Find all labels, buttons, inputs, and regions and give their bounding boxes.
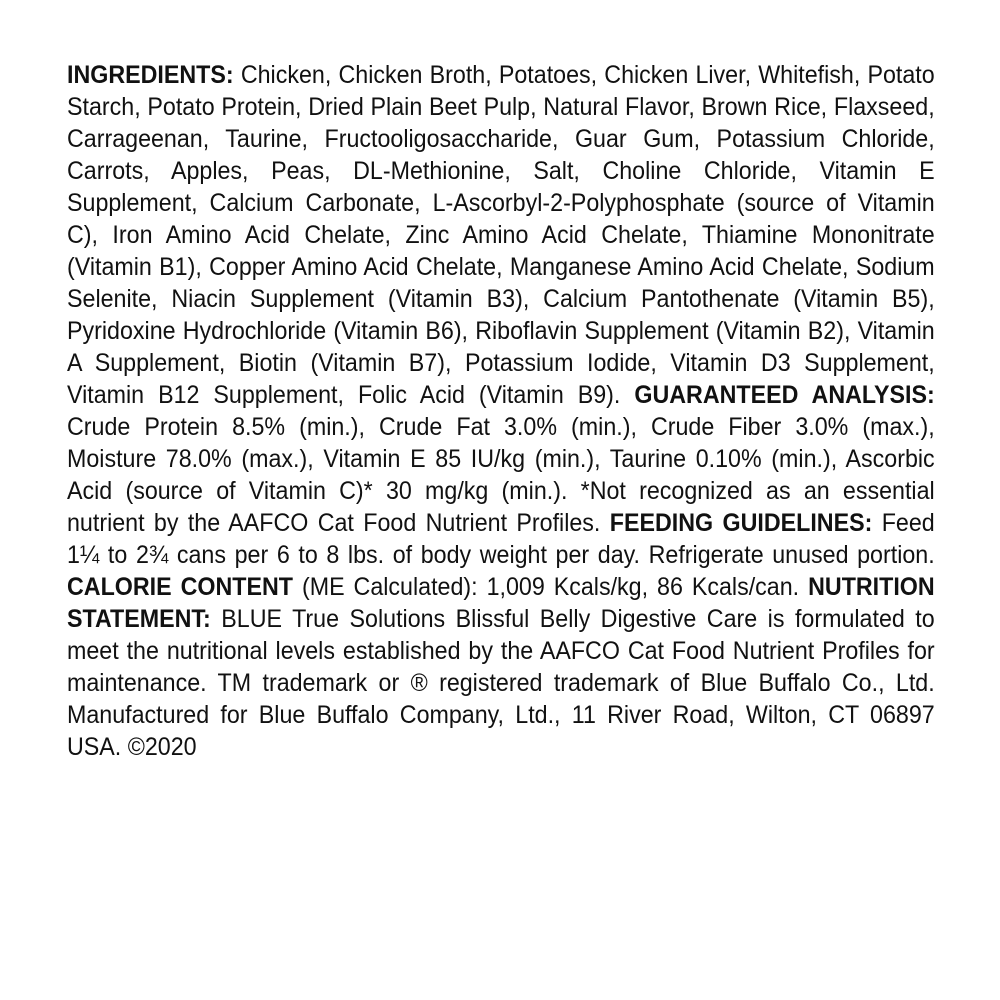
guaranteed-analysis-heading: GUARANTEED ANALYSIS:	[634, 381, 935, 409]
product-label-text	[67, 59, 935, 763]
nutrition-statement-text: BLUE True Solutions Blissful Belly Digestive Care is formulated to meet the nutritional levels established by the AAFCO Cat Food Nutrient Profiles for maintenance. TM trademark or ® registered trademark of Blue Buffalo Co., Ltd. Manufactured for Blue Buffalo Company, Ltd., 11 River Road, Wilton, CT 06897 USA. ©2020	[67, 605, 935, 761]
feeding-guidelines-text: Feed 1¼ to 2¾ cans per 6 to 8 lbs. of body weight per day. Refrigerate unused portion.	[67, 509, 935, 569]
ingredients-heading: INGREDIENTS:	[67, 61, 234, 89]
guaranteed-analysis-text: Crude Protein 8.5% (min.), Crude Fat 3.0% (min.), Crude Fiber 3.0% (max.), Moisture 78.0% (max.), Vitamin E 85 IU/kg (min.), Taurine 0.10% (min.), Ascorbic Acid (source of Vitamin C)* 30 mg/kg (min.). *Not recognized as an essential nutrient by the AAFCO Cat Food Nutrient Profiles.	[67, 413, 935, 537]
calorie-content-text: (ME Calculated): 1,009 Kcals/kg, 86 Kcals/can.	[301, 573, 800, 601]
calorie-content-heading: CALORIE CONTENT	[67, 573, 293, 601]
ingredients-text: Chicken, Chicken Broth, Potatoes, Chicken Liver, Whitefish, Potato Starch, Potato Protein, Dried Plain Beet Pulp, Natural Flavor, Brown Rice, Flaxseed, Carrageenan, Taurine, Fructooligosaccharide, Guar Gum, Potassium Chloride, Carrots, Apples, Peas, DL-Methionine, Salt, Choline Chloride, Vitamin E Supplement, Calcium Carbonate, L-Ascorbyl-2-Polyphosphate (source of Vitamin C), Iron Amino Acid Chelate, Zinc Amino Acid Chelate, Thiamine Mononitrate (Vitamin B1), Copper Amino Acid Chelate, Manganese Amino Acid Chelate, Sodium Selenite, Niacin Supplement (Vitamin B3), Calcium Pantothenate (Vitamin B5), Pyridoxine Hydrochloride (Vitamin B6), Riboflavin Supplement (Vitamin B2), Vitamin A Supplement, Biotin (Vitamin B7), Potassium Iodide, Vitamin D3 Supplement, Vitamin B12 Supplement, Folic Acid (Vitamin B9).	[67, 61, 935, 409]
nutrition-statement-heading: NUTRITION STATEMENT:	[67, 573, 935, 633]
feeding-guidelines-heading: FEEDING GUIDELINES:	[609, 509, 873, 537]
